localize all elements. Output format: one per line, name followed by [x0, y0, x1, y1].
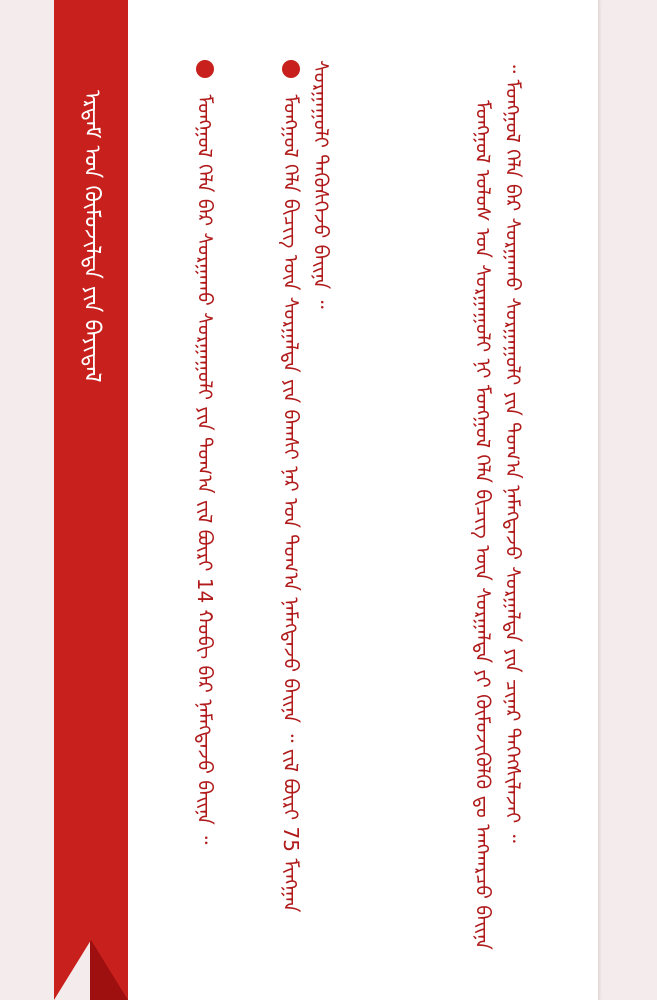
intro-text: ᠮᠣᠩᠭᠣᠯ ᠤᠯᠤᠰ ᠤᠨ ᠰᠤᠷᠭᠠᠭᠤᠯᠢ ᠨᠢ ᠮᠣᠩᠭᠣᠯ ᠬᠡᠯᠡ ᠪᠢᠴᠢᠭ ᠦᠨ ᠰᠤᠷᠭᠠᠯᠲᠠ ᠶᠢ ᠬᠦᠮᠦᠵᠢᠭᠦᠯᠬᠦ ᠳᠤ ᠠᠩᠬᠠᠷᠴᠤ ᠪᠠᠢᠨᠠ ᠃ ᠮᠣᠩᠭᠣᠯ ᠬᠡᠯᠡ ᠪᠡᠷ ᠰᠤᠷᠭᠠᠬᠤ ᠰᠤᠷᠭᠠᠭᠤᠯᠢ ᠶᠢᠨ ᠲᠣᠭ᠎ᠠ ᠨᠡᠮᠡᠭᠳᠡᠵᠦ ᠰᠤᠷᠭᠠᠯᠲᠠ ᠶᠢᠨ ᠴᠢᠨᠠᠷ ᠳᠡᠭᠡᠭᠰᠢᠯᠡᠵᠡᠢ ᠃ [471, 60, 525, 950]
bullet-item-2-text: ᠮᠣᠩᠭᠣᠯ ᠬᠡᠯᠡ ᠪᠡᠷ ᠰᠤᠷᠭᠠᠬᠤ ᠰᠤᠷᠭᠠᠭᠤᠯᠢ ᠶᠢᠨ ᠲᠣᠭ᠎ᠠ ᠵᠢᠯ ᠪᠦᠷᠢ 14 ᠬᠤᠪᠢ ᠪᠡᠷ ᠨᠡᠮᠡᠭᠳᠡᠵᠦ ᠪᠠᠢᠨᠠ ᠃ [193, 94, 217, 845]
bullet-item-1 [276, 60, 336, 960]
page-title: ᠡᠷᠳᠡᠮ ᠤᠨ ᠬᠦᠮᠦᠵᠢᠯᠲᠡ ᠶᠢᠨ ᠪᠠᠶᠢᠳᠠᠯ [79, 90, 104, 383]
bullet-item-1-text: ᠮᠣᠩᠭᠣᠯ ᠬᠡᠯᠡ ᠪᠢᠴᠢᠭ ᠦᠨ ᠰᠤᠷᠭᠠᠯᠲᠠ ᠶᠢᠨ ᠪᠠᠭᠰᠢ ᠨᠠᠷ ᠤᠨ ᠲᠣᠭ᠎ᠠ ᠨᠡᠮᠡᠭᠳᠡᠵᠦ ᠪᠠᠢᠨᠠ ᠃ ᠵᠢᠯ ᠪᠦᠷᠢ 75 ᠮᠢᠩᠭᠠᠨ ᠰᠤᠷᠭᠠᠭᠤᠯᠢ ᠲᠡᠭᠦᠰᠭᠡᠵᠦ ᠪᠠᠢᠨᠠ ᠃ [279, 60, 333, 913]
bullet-dot-icon [196, 60, 214, 78]
intro-paragraph [468, 60, 558, 960]
bullet-dot-icon [282, 60, 300, 78]
bullet-item-2 [190, 60, 220, 960]
